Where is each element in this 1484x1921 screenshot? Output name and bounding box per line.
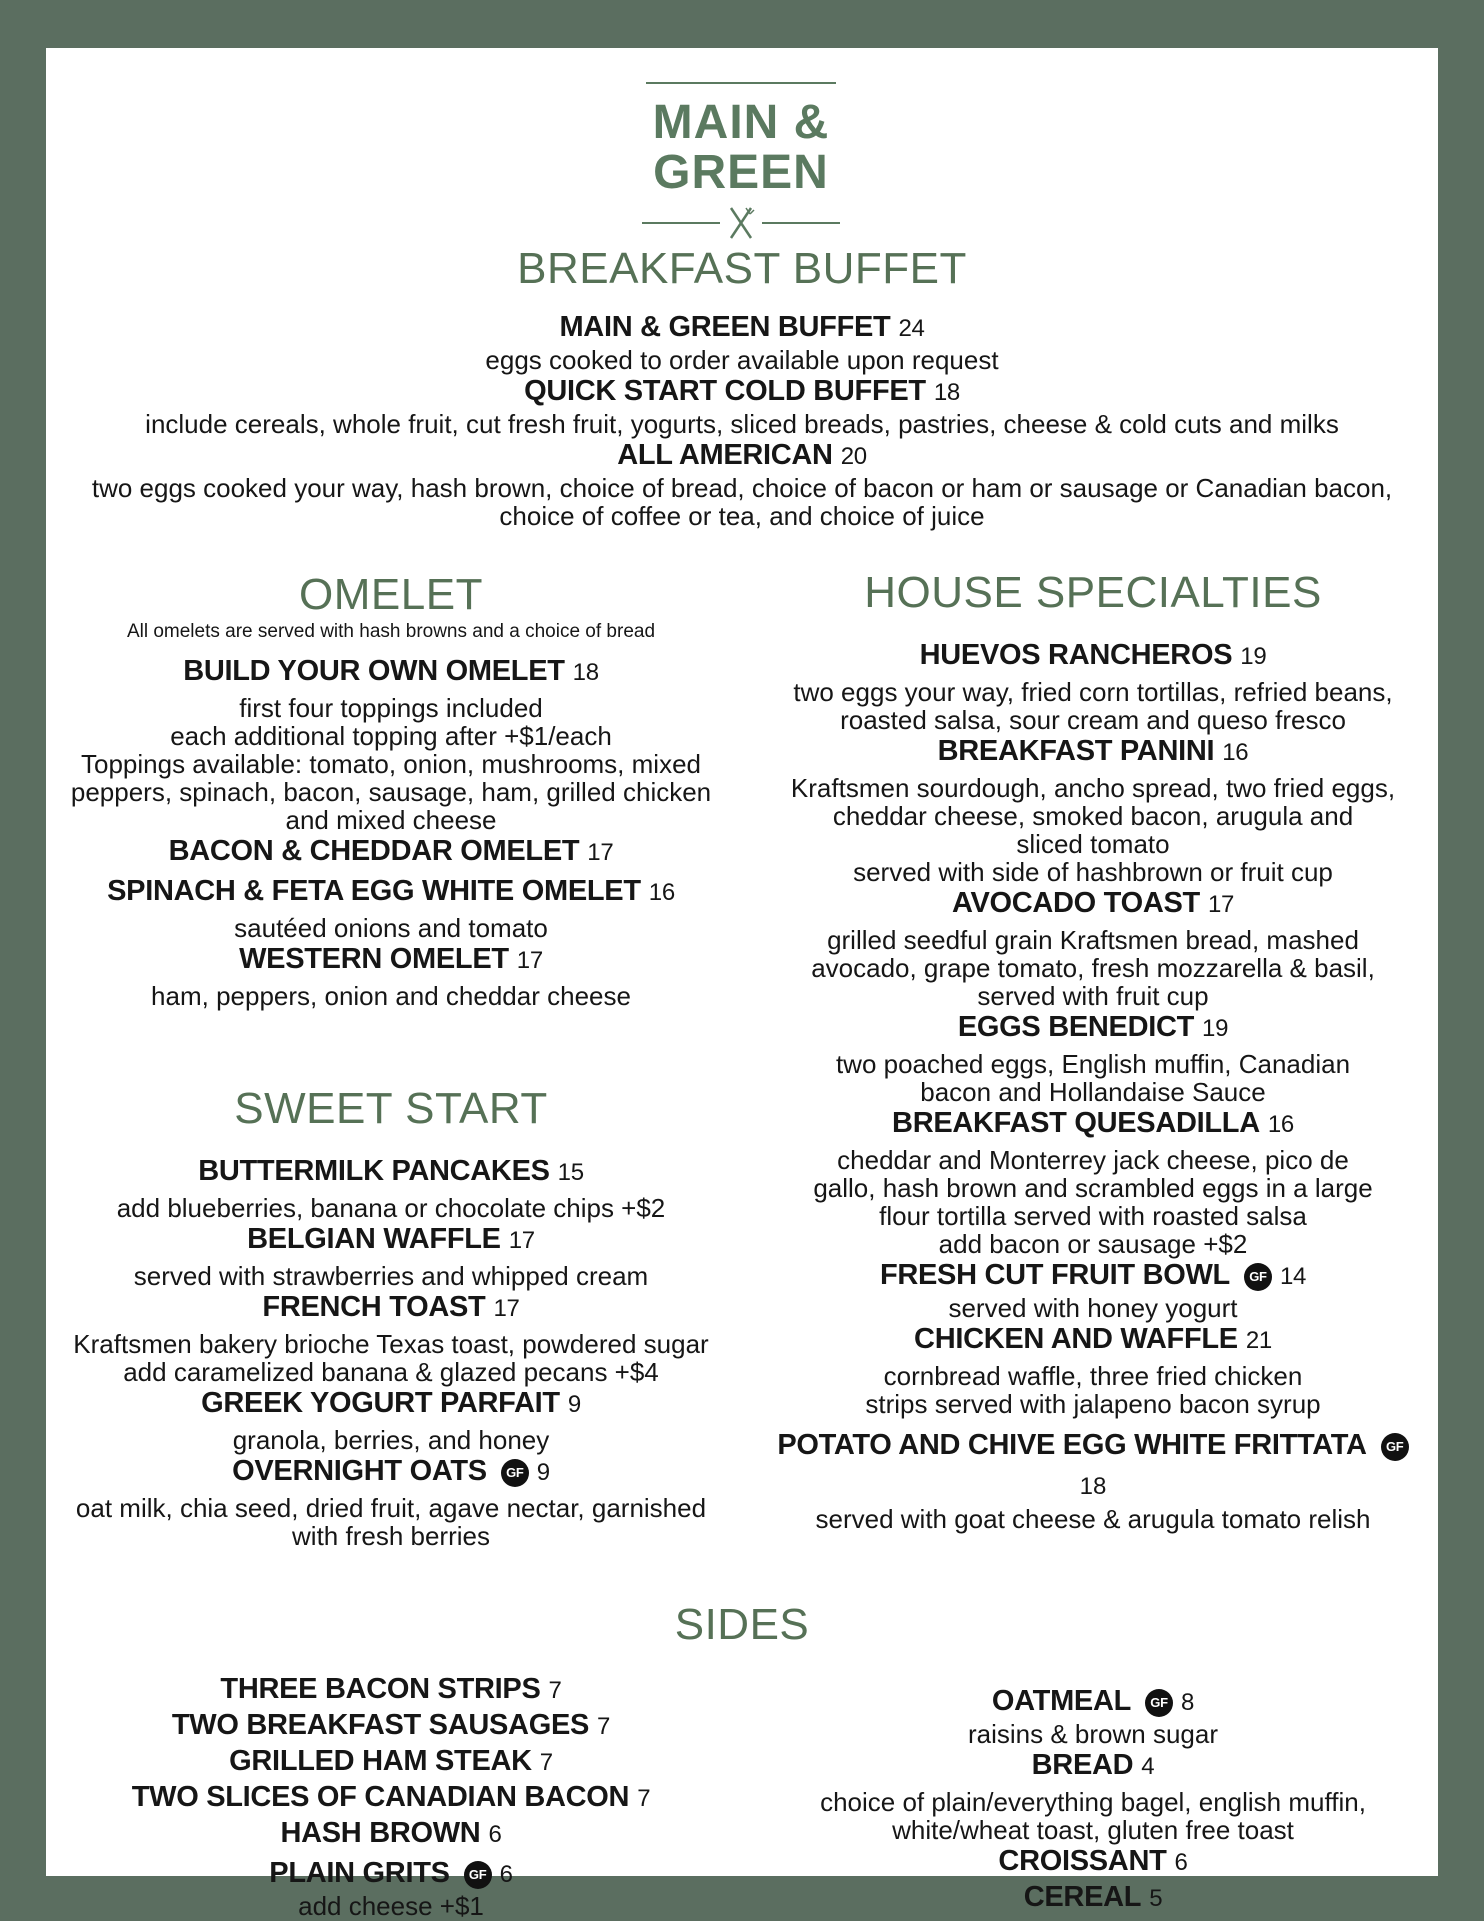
item-desc: served with honey yogurt bbox=[948, 1293, 1238, 1323]
item-desc: served with fruit cup bbox=[977, 981, 1209, 1011]
side-item: GRILLED HAM STEAK 7 bbox=[229, 1745, 553, 1777]
item-desc: Toppings available: tomato, onion, mushrooms, mixed bbox=[81, 749, 701, 779]
sides-title: SIDES bbox=[674, 1600, 810, 1649]
sweet-title: SWEET START bbox=[234, 1084, 548, 1133]
item-desc: bacon and Hollandaise Sauce bbox=[920, 1077, 1266, 1107]
house-title: HOUSE SPECIALTIES bbox=[864, 568, 1322, 617]
sides-left bbox=[46, 1672, 736, 1920]
gluten-free-badge: GF bbox=[1145, 1689, 1173, 1717]
item-desc: two eggs your way, fried corn tortillas, refried beans, bbox=[793, 677, 1393, 707]
item-name: BREAKFAST QUESADILLA 16 bbox=[892, 1107, 1294, 1139]
item-desc: choice of plain/everything bagel, english muffin, bbox=[820, 1787, 1366, 1817]
side-item: PLAIN GRITS GF 6 bbox=[269, 1857, 513, 1889]
menu-page bbox=[46, 48, 1438, 1921]
item-desc: peppers, spinach, bacon, sausage, ham, grilled chicken bbox=[70, 777, 712, 807]
item-name: BREAKFAST PANINI 16 bbox=[937, 735, 1249, 767]
item-desc: roasted salsa, sour cream and queso fresco bbox=[840, 705, 1346, 735]
item-desc: served with side of hashbrown or fruit cup bbox=[853, 857, 1333, 887]
gluten-free-badge: GF bbox=[1381, 1433, 1409, 1461]
item-desc: cheddar and Monterrey jack cheese, pico de bbox=[837, 1145, 1349, 1175]
item-name: GREEK YOGURT PARFAIT 9 bbox=[201, 1387, 581, 1419]
fork-knife-icon bbox=[726, 206, 756, 240]
item-desc: raisins & brown sugar bbox=[968, 1719, 1218, 1749]
side-item: HASH BROWN 6 bbox=[280, 1817, 502, 1849]
item-desc: Kraftsmen sourdough, ancho spread, two fried eggs, bbox=[790, 773, 1396, 803]
item-name: WESTERN OMELET 17 bbox=[239, 943, 543, 975]
item-price: 18 bbox=[1079, 1473, 1107, 1500]
item-name: FRENCH TOAST 17 bbox=[262, 1291, 520, 1323]
item-desc: cornbread waffle, three fried chicken bbox=[883, 1361, 1303, 1391]
item-desc: white/wheat toast, gluten free toast bbox=[892, 1815, 1294, 1845]
item-name: AVOCADO TOAST 17 bbox=[951, 887, 1235, 919]
item-desc: add bacon or sausage +$2 bbox=[938, 1229, 1248, 1259]
logo bbox=[640, 82, 842, 240]
sides-title-wrap bbox=[46, 1600, 1438, 1650]
item-name: BELGIAN WAFFLE 17 bbox=[247, 1223, 535, 1255]
item-name: QUICK START COLD BUFFET 18 bbox=[524, 375, 960, 407]
side-item: TWO BREAKFAST SAUSAGES 7 bbox=[171, 1709, 611, 1741]
item-name: BACON & CHEDDAR OMELET 17 bbox=[168, 835, 614, 867]
item-name: MAIN & GREEN BUFFET 24 bbox=[559, 311, 925, 343]
item-desc: two eggs cooked your way, hash brown, choice of bread, choice of bacon or ham or sausage or Canadian bacon, bbox=[91, 473, 1393, 503]
buffet-section bbox=[46, 244, 1438, 530]
item-desc: Kraftsmen bakery brioche Texas toast, powdered sugar bbox=[73, 1329, 709, 1359]
item-name: BUILD YOUR OWN OMELET 18 bbox=[183, 655, 599, 687]
item-desc: choice of coffee or tea, and choice of juice bbox=[499, 501, 985, 531]
item-desc: flour tortilla served with roasted salsa bbox=[879, 1201, 1307, 1231]
item-desc: add caramelized banana & glazed pecans +$4 bbox=[123, 1357, 659, 1387]
item-desc: strips served with jalapeno bacon syrup bbox=[865, 1389, 1321, 1419]
item-desc: cheddar cheese, smoked bacon, arugula and bbox=[832, 801, 1354, 831]
house-section bbox=[748, 568, 1438, 1533]
item-desc: first four toppings included bbox=[239, 693, 543, 723]
item-desc: served with strawberries and whipped cream bbox=[133, 1261, 649, 1291]
gluten-free-badge: GF bbox=[464, 1861, 492, 1889]
omelet-section bbox=[46, 570, 736, 1010]
item-desc: and mixed cheese bbox=[285, 805, 497, 835]
buffet-title: BREAKFAST BUFFET bbox=[517, 244, 967, 293]
item-name: ALL AMERICAN 20 bbox=[617, 439, 867, 471]
item-desc: ham, peppers, onion and cheddar cheese bbox=[151, 981, 631, 1011]
item-name: POTATO AND CHIVE EGG WHITE FRITTATA GF bbox=[748, 1428, 1438, 1463]
logo-line-2: GREEN bbox=[653, 146, 829, 199]
item-name: BUTTERMILK PANCAKES 15 bbox=[198, 1155, 584, 1187]
item-desc: two poached eggs, English muffin, Canadian bbox=[835, 1049, 1351, 1079]
logo-line-1: MAIN & bbox=[652, 96, 830, 149]
side-item: OATMEAL GF 8 bbox=[991, 1685, 1195, 1717]
item-desc: add blueberries, banana or chocolate chips +$2 bbox=[116, 1193, 666, 1223]
item-desc: sliced tomato bbox=[1016, 829, 1170, 859]
item-desc: sautéed onions and tomato bbox=[234, 913, 548, 943]
item-desc: grilled seedful grain Kraftsmen bread, mashed bbox=[827, 925, 1359, 955]
item-desc: oat milk, chia seed, dried fruit, agave nectar, garnished bbox=[75, 1493, 707, 1523]
item-name: FRESH CUT FRUIT BOWL GF 14 bbox=[879, 1259, 1307, 1291]
gluten-free-badge: GF bbox=[1244, 1263, 1272, 1291]
item-desc: add cheese +$1 bbox=[298, 1891, 484, 1921]
side-item: THREE BACON STRIPS 7 bbox=[220, 1673, 562, 1705]
item-desc: include cereals, whole fruit, cut fresh fruit, yogurts, sliced breads, pastries, cheese & cold cuts and milks bbox=[145, 409, 1339, 439]
item-name: EGGS BENEDICT 19 bbox=[957, 1011, 1229, 1043]
omelet-title: OMELET bbox=[299, 570, 483, 619]
logo-rule bbox=[646, 82, 836, 84]
item-desc: eggs cooked to order available upon request bbox=[485, 345, 999, 375]
item-name: HUEVOS RANCHEROS 19 bbox=[919, 639, 1267, 671]
item-desc: each additional topping after +$1/each bbox=[170, 721, 612, 751]
side-item: BREAD 4 bbox=[1031, 1749, 1155, 1781]
sides-right bbox=[748, 1684, 1438, 1916]
omelet-note: All omelets are served with hash browns and a choice of bread bbox=[126, 621, 656, 642]
item-name: OVERNIGHT OATS GF 9 bbox=[232, 1455, 550, 1487]
side-item: TWO SLICES OF CANADIAN BACON 7 bbox=[131, 1781, 651, 1813]
item-desc: granola, berries, and honey bbox=[232, 1425, 550, 1455]
item-name: SPINACH & FETA EGG WHITE OMELET 16 bbox=[107, 875, 675, 907]
item-desc: served with goat cheese & arugula tomato relish bbox=[815, 1504, 1371, 1534]
item-desc: with fresh berries bbox=[292, 1521, 490, 1551]
gluten-free-badge: GF bbox=[501, 1459, 529, 1487]
side-item: CEREAL 5 bbox=[1023, 1881, 1163, 1913]
sweet-section bbox=[46, 1084, 736, 1550]
side-item: CROISSANT 6 bbox=[998, 1845, 1188, 1877]
item-desc: gallo, hash brown and scrambled eggs in a large bbox=[813, 1173, 1373, 1203]
item-name: CHICKEN AND WAFFLE 21 bbox=[914, 1323, 1272, 1355]
item-desc: avocado, grape tomato, fresh mozzarella & basil, bbox=[811, 953, 1375, 983]
